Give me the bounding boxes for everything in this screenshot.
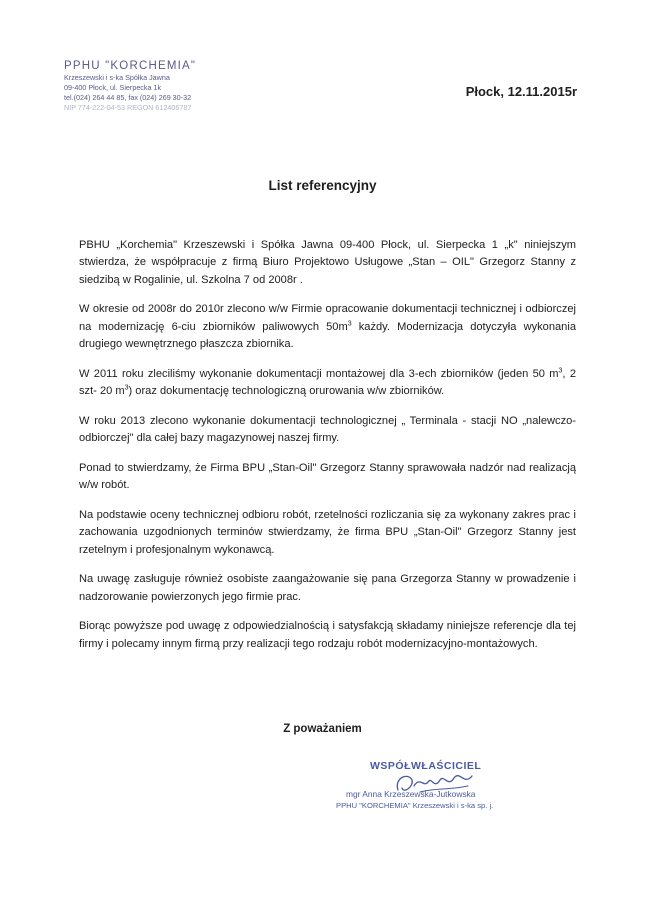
signatory-name: mgr Anna Krzeszewska-Jutkowska: [346, 789, 476, 799]
stamp-line-1: Krzeszewski i s-ka Spółka Jawna: [64, 73, 170, 82]
paragraph-5: Ponad to stwierdzamy, że Firma BPU „Stan-Oil" Grzegorz Stanny sprawowała nadzór nad realizacją w/w robót.: [79, 461, 576, 492]
paragraph-8: Biorąc powyższe pod uwagę z odpowiedzialnością i satysfakcją składamy niniejsze referencje dla tej firmy i polecamy innym firmą przy realizacji tego rodzaju robót modernizacyjno-montażowych.: [79, 620, 576, 650]
company-stamp: [64, 60, 236, 113]
place-and-date: Płock, 12.11.2015r: [465, 84, 577, 99]
signatory-company: PPHU "KORCHEMIA" Krzeszewski i s-ka sp. j.: [336, 801, 494, 810]
closing-salutation: Z poważaniem: [283, 723, 362, 735]
paragraph-4: W roku 2013 zlecono wykonanie dokumentacji technologicznej „ Terminala - stacji NO „nalewczo- odbiorczej" dla całej bazy magazynowej naszej firmy.: [79, 414, 576, 445]
stamp-line-2: 09-400 Płock, ul. Sierpecka 1k: [64, 83, 162, 92]
paragraph-3: W 2011 roku zleciliśmy wykonanie dokumentacji montażowej dla 3-ech zbiorników (jeden 50 $m^3$, 2 szt- 20 $m^3$) oraz dokumentację technologiczną orurowania w/w zbiorników.: [79, 367, 576, 398]
paragraph-6: Na podstawie oceny technicznej odbioru robót, rzetelności rozliczania się za wykonany zakres prac i zachowania uzgodnionych terminów stwierdzamy, że firma BPU „Stan-Oil" Grzegorz Stanny jest rzetelnym i profesjonalnym wykonawcą.: [79, 508, 576, 556]
letter-body: [79, 237, 576, 665]
stamp-company-name: PPHU "KORCHEMIA": [64, 60, 197, 72]
stamp-line-4: NIP 774-222-04-53 REGON 612406787: [64, 103, 192, 112]
paragraph-2: W okresie od 2008r do 2010r zlecono w/w Firmie opracowanie dokumentacji technicznej i odbiorczej na modernizację 6-ciu zbiorników paliwowych $50m^3$ każdy. Modernizacja dotyczyła wykonania drugiego wewnętrznego płaszcza zbiornika.: [79, 303, 576, 351]
signature-role: WSPÓŁWŁAŚCICIEL: [370, 760, 482, 772]
paragraph-1: PBHU „Korchemia" Krzeszewski i Spółka Jawna 09-400 Płock, ul. Sierpecka 1 „k" niniejszym stwierdza, że współpracuje z firmą Biuro Projektowo Usługowe „Stan – OIL" Grzegorz Stanny z siedzibą w Rogalinie, ul. Szkolna 7 od 2008r .: [79, 239, 576, 286]
stamp-line-3: tel.(024) 264 44 85, fax (024) 269 30-32: [64, 93, 192, 102]
document-title: List referencyjny: [268, 178, 377, 193]
paragraph-7: Na uwagę zasługuje również osobiste zaangażowanie się pana Grzegorza Stanny w prowadzenie i nadzorowanie powierzonych jego firmie prac.: [79, 573, 576, 603]
